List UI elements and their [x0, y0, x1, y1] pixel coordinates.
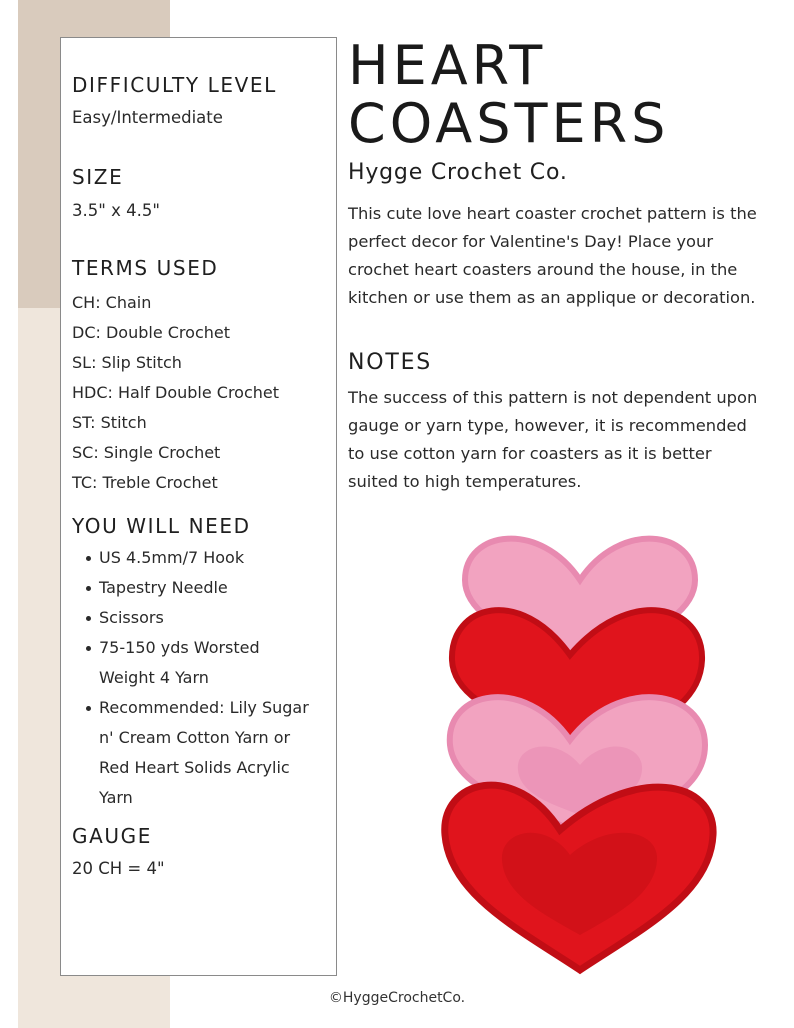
bullet-icon	[86, 586, 91, 591]
description: This cute love heart coaster crochet pattern is the perfect decor for Valentine's Day! Place your crochet heart coasters around the house, in the kitchen or use them as an applique or decoration.	[348, 204, 757, 307]
term-item: HDC: Half Double Crochet	[72, 383, 280, 402]
difficulty-heading: DIFFICULTY LEVEL	[72, 73, 277, 97]
bullet-icon	[86, 646, 91, 651]
title-line-2: COASTERS	[348, 92, 670, 155]
bullet-icon	[86, 706, 91, 711]
term-item: CH: Chain	[72, 293, 152, 312]
bullet-icon	[86, 556, 91, 561]
difficulty-value: Easy/Intermediate	[72, 108, 223, 127]
footer-copyright: ©HyggeCrochetCo.	[328, 990, 466, 1006]
size-value: 3.5" x 4.5"	[72, 201, 160, 220]
gauge-value: 20 CH = 4"	[72, 859, 165, 878]
term-item: TC: Treble Crochet	[72, 473, 218, 492]
term-item: SC: Single Crochet	[72, 443, 221, 462]
size-heading: SIZE	[72, 165, 124, 189]
heart-icon	[445, 785, 713, 970]
info-panel: DIFFICULTY LEVEL Easy/Intermediate SIZE 3.5" x 4.5" TERMS USED CH: Chain DC: Double Crochet SL: Slip Stitch HDC: Half Double Crochet ST: Stitch SC: Single Crochet TC: Treble Crochet YOU WILL NEED US 4.5mm/7 Hook Tapestry Needle Scissors 75-150 yds Worsted Weight 4 Yarn Recommended: Lily Sugar n' Cream Cotton Yarn or Red Heart Solids Acrylic Yarn GAUGE 20 CH = 4"	[60, 37, 337, 976]
subtitle: Hygge Crochet Co.	[348, 160, 568, 185]
need-heading: YOU WILL NEED	[72, 514, 251, 538]
notes-text: The success of this pattern is not dependent upon gauge or yarn type, however, it is recommended to use cotton yarn for coasters as it is better suited to high temperatures.	[348, 388, 758, 491]
title-line-1: HEART	[348, 34, 547, 97]
gauge-heading: GAUGE	[72, 824, 152, 848]
notes-heading: NOTES	[348, 350, 433, 375]
term-item: ST: Stitch	[72, 413, 147, 432]
terms-heading: TERMS USED	[72, 256, 219, 280]
bullet-icon	[86, 616, 91, 621]
term-item: DC: Double Crochet	[72, 323, 230, 342]
term-item: SL: Slip Stitch	[72, 353, 182, 372]
heart-coasters-photo	[430, 510, 730, 980]
